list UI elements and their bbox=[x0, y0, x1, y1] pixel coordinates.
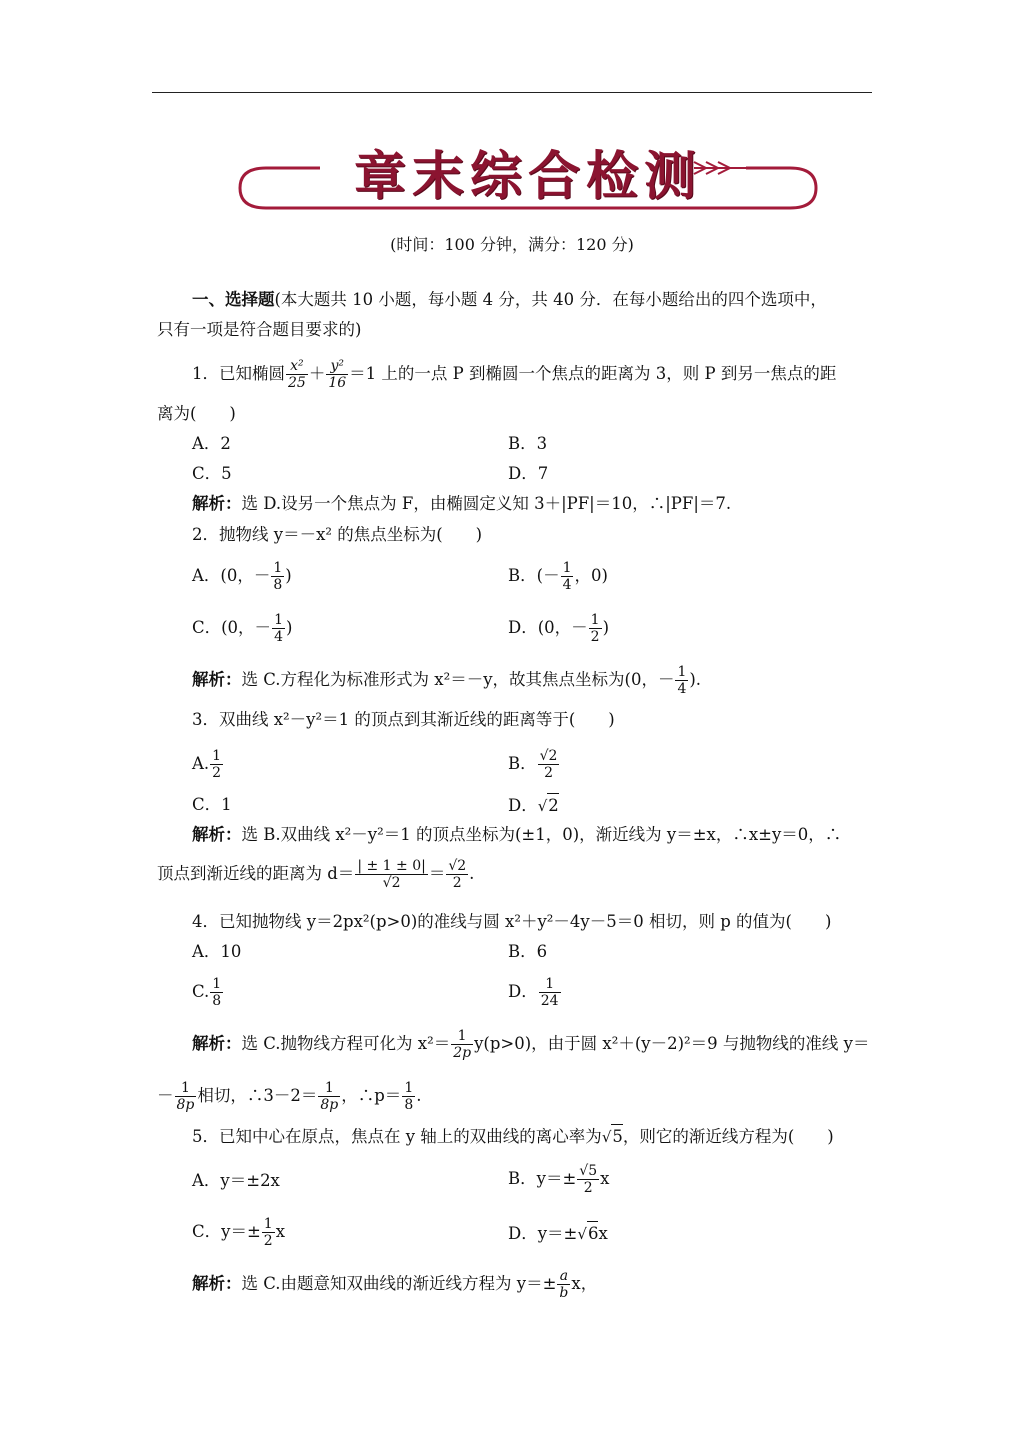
q5-solution-post: x， bbox=[571, 1274, 598, 1293]
q4-stem: 4．已知抛物线 y＝2px²(p>0)的准线与圆 x²＋y²－4y－5＝0 相切，则 p 的值为( ) bbox=[192, 912, 832, 931]
q4-sol-frac1 bbox=[451, 1028, 473, 1061]
q5-solution-frac bbox=[557, 1268, 570, 1301]
q5-b-post: x bbox=[600, 1169, 610, 1188]
q4-sol-f2-num: 1 bbox=[175, 1080, 197, 1097]
q2-a-pre: A．(0，－ bbox=[192, 566, 271, 585]
q1-solution bbox=[192, 492, 731, 516]
q3-sol-frac1 bbox=[355, 858, 428, 891]
q5-solution-pre: 选 C.由题意知双曲线的渐近线方程为 y＝± bbox=[241, 1274, 557, 1293]
q1-frac-y-num: y² bbox=[326, 358, 348, 375]
q3-sol-den2: 2 bbox=[452, 875, 462, 891]
top-rule bbox=[152, 92, 872, 93]
q2-option-b bbox=[508, 560, 608, 593]
q4-sol-f1-num: 1 bbox=[451, 1028, 473, 1045]
q1-option-d: D．7 bbox=[508, 464, 549, 483]
q2-a-post: ) bbox=[285, 566, 292, 585]
section-intro-line2: 只有一项是符合题目要求的) bbox=[157, 320, 362, 339]
q3-a-num: 1 bbox=[212, 748, 222, 764]
q2-solution bbox=[192, 664, 701, 697]
q2-option-c bbox=[192, 612, 292, 645]
q3-a-frac bbox=[210, 748, 223, 781]
q3-option-c: C．1 bbox=[192, 795, 232, 814]
q4-d-frac bbox=[539, 976, 561, 1009]
q2-a-num: 1 bbox=[273, 560, 283, 576]
q3-d-pre: D． bbox=[508, 796, 538, 815]
q4-sol-f4-den: 8 bbox=[404, 1097, 414, 1113]
q1-stem-end: 离为( ) bbox=[157, 404, 236, 423]
q3-a-den: 2 bbox=[212, 765, 222, 781]
q1-frac-x bbox=[286, 358, 308, 391]
q5-c-num: 1 bbox=[263, 1216, 273, 1232]
q5-sol-num: a bbox=[557, 1268, 570, 1285]
q4-sol-f1-den: 2p bbox=[453, 1045, 472, 1061]
q5-option-b bbox=[508, 1163, 609, 1196]
q4-sol-line1-post: y(p>0)，由于圆 x²＋(y－2)²＝9 与抛物线的准线 y＝ bbox=[474, 1034, 870, 1053]
q3-solution bbox=[192, 823, 841, 847]
q2-solution-pre: 选 C.方程化为标准形式为 x²＝－y，故其焦点坐标为(0，－ bbox=[241, 670, 675, 689]
q5-option-d bbox=[508, 1221, 608, 1246]
q2-b-den: 4 bbox=[562, 577, 572, 593]
q4-sol-line2-mid2: ，∴p＝ bbox=[341, 1086, 402, 1105]
q4-option-b: B．6 bbox=[508, 942, 548, 961]
q3-sol-num: | ± 1 ± 0| bbox=[357, 858, 426, 874]
q5-stem-radicand: 5 bbox=[611, 1124, 623, 1149]
q2-d-den: 2 bbox=[590, 629, 600, 645]
q4-sol-line2-mid: 相切，∴3－2＝ bbox=[197, 1086, 318, 1105]
q4-c-num: 1 bbox=[212, 976, 222, 992]
q4-solution bbox=[192, 1028, 869, 1061]
q5-b-pre: B．y＝± bbox=[508, 1169, 577, 1188]
q4-sol-f3-den: 8p bbox=[320, 1097, 339, 1113]
q4-sol-f2-den: 8p bbox=[176, 1097, 195, 1113]
q5-stem-pre: 5．已知中心在原点，焦点在 y 轴上的双曲线的离心率为 bbox=[192, 1127, 602, 1146]
q2-option-d bbox=[508, 612, 609, 645]
q4-sol-frac2 bbox=[175, 1080, 197, 1113]
q5-b-frac bbox=[577, 1163, 599, 1196]
q3-b-num: √2 bbox=[539, 748, 558, 764]
sqrt-icon: √ bbox=[601, 1128, 612, 1146]
q2-b-frac bbox=[561, 560, 574, 593]
q2-stem: 2．抛物线 y＝－x² 的焦点坐标为( ) bbox=[192, 525, 483, 544]
q4-d-num: 1 bbox=[539, 976, 561, 993]
q4-d-pre: D． bbox=[508, 982, 538, 1001]
q2-b-num: 1 bbox=[562, 560, 572, 576]
q5-b-num: √5 bbox=[579, 1163, 598, 1179]
q3-stem: 3．双曲线 x²－y²＝1 的顶点到其渐近线的距离等于( ) bbox=[192, 710, 615, 729]
q5-solution bbox=[192, 1268, 597, 1301]
q2-solution-post: ). bbox=[689, 670, 702, 689]
q4-c-den: 8 bbox=[212, 993, 222, 1009]
q1-frac-x-num: x² bbox=[286, 358, 308, 375]
section-intro-line1: (本大题共 10 小题，每小题 4 分，共 40 分．在每小题给出的四个选项中， bbox=[274, 290, 827, 309]
q5-option-c bbox=[192, 1216, 285, 1249]
q2-b-pre: B．(－ bbox=[508, 566, 560, 585]
q1-solution-label: 解析： bbox=[192, 494, 242, 513]
section-intro bbox=[192, 288, 827, 312]
q1-option-a: A．2 bbox=[192, 434, 231, 453]
q2-a-frac bbox=[271, 560, 284, 593]
q4-c-frac bbox=[210, 976, 223, 1009]
q4-sol-f3-num: 1 bbox=[318, 1080, 340, 1097]
q1-frac-y-den: 16 bbox=[328, 375, 347, 391]
q2-c-post: ) bbox=[285, 618, 293, 637]
q5-stem bbox=[192, 1124, 834, 1149]
q5-d-pre: D．y＝± bbox=[508, 1224, 578, 1243]
q4-solution-line2 bbox=[157, 1080, 421, 1113]
q5-c-pre: C．y＝± bbox=[192, 1222, 261, 1241]
q3-solution-line2 bbox=[157, 858, 474, 891]
sqrt-icon: √ bbox=[537, 797, 548, 815]
q4-option-a: A．10 bbox=[192, 942, 242, 961]
q2-d-num: 1 bbox=[590, 612, 600, 628]
q3-d-radicand: 2 bbox=[547, 793, 559, 818]
q5-solution-label: 解析： bbox=[192, 1274, 242, 1293]
q3-solution-line1: 选 B.双曲线 x²－y²＝1 的顶点坐标为(±1，0)，渐近线为 y＝±x，∴x±y＝0，∴ bbox=[241, 825, 842, 844]
q5-stem-post: ，则它的渐近线方程为( ) bbox=[622, 1127, 834, 1146]
q1-plus: ＋ bbox=[308, 364, 326, 383]
q3-solution-label: 解析： bbox=[192, 825, 242, 844]
q2-c-num: 1 bbox=[274, 612, 283, 628]
q5-c-frac bbox=[262, 1216, 275, 1249]
q4-sol-frac3 bbox=[318, 1080, 340, 1113]
q2-a-den: 8 bbox=[273, 577, 283, 593]
q4-solution-label: 解析： bbox=[192, 1034, 242, 1053]
q3-sol-num2: √2 bbox=[448, 858, 467, 874]
q3-sol-den: √2 bbox=[382, 875, 401, 891]
q3-sol-frac2 bbox=[446, 858, 468, 891]
q5-sol-den: b bbox=[559, 1285, 569, 1301]
q4-d-den: 24 bbox=[540, 993, 559, 1009]
chapter-title: 章末综合检测 bbox=[353, 147, 702, 207]
q2-d-frac bbox=[589, 612, 602, 645]
q5-option-a: A．y＝±2x bbox=[192, 1171, 280, 1190]
q4-sol-frac4 bbox=[402, 1080, 415, 1113]
q3-a-pre: A. bbox=[192, 754, 210, 773]
q1-frac-x-den: 25 bbox=[288, 375, 306, 391]
q3-b-pre: B． bbox=[508, 754, 537, 773]
q2-c-pre: C．(0，－ bbox=[192, 618, 272, 637]
q3-sol-eq: ＝ bbox=[428, 864, 446, 883]
q1-solution-text: 选 D.设另一个焦点为 F，由椭圆定义知 3＋|PF|＝10，∴|PF|＝7. bbox=[241, 494, 732, 513]
q3-sol-line2-pre: 顶点到渐近线的距离为 d＝ bbox=[157, 864, 355, 883]
q4-sol-line2-pre: － bbox=[157, 1086, 174, 1105]
q2-option-a bbox=[192, 560, 292, 593]
q4-c-pre: C. bbox=[192, 982, 210, 1001]
q4-option-c bbox=[192, 976, 224, 1009]
q3-option-b bbox=[508, 748, 560, 781]
q5-c-post: x bbox=[275, 1222, 286, 1241]
q4-sol-line2-post: . bbox=[416, 1086, 422, 1105]
chapter-banner bbox=[236, 128, 820, 220]
q2-sol-num: 1 bbox=[677, 664, 687, 680]
q4-option-d bbox=[508, 976, 562, 1009]
q5-c-den: 2 bbox=[263, 1233, 273, 1249]
q3-option-d bbox=[508, 793, 559, 818]
q2-solution-label: 解析： bbox=[192, 670, 242, 689]
q3-b-frac bbox=[538, 748, 560, 781]
q2-c-frac bbox=[272, 612, 285, 645]
section-heading: 一、选择题 bbox=[192, 290, 275, 309]
q5-b-den: 2 bbox=[583, 1180, 593, 1196]
q2-solution-frac bbox=[675, 664, 688, 697]
q3-b-den: 2 bbox=[544, 765, 554, 781]
q2-d-post: ) bbox=[602, 618, 610, 637]
time-score-note: (时间：100 分钟，满分：120 分) bbox=[390, 235, 634, 254]
q4-sol-line1-pre: 选 C.抛物线方程可化为 x²＝ bbox=[241, 1034, 451, 1053]
q3-option-a bbox=[192, 748, 224, 781]
q5-d-radicand: 6 bbox=[587, 1221, 599, 1246]
q2-c-den: 4 bbox=[274, 629, 283, 645]
q1-stem-mid: ＝1 上的一点 P 到椭圆一个焦点的距离为 3，则 P 到另一焦点的距 bbox=[349, 364, 837, 383]
q1-frac-y bbox=[326, 358, 348, 391]
sqrt-icon: √ bbox=[577, 1225, 587, 1243]
q2-d-pre: D．(0，－ bbox=[508, 618, 588, 637]
q1-option-c: C．5 bbox=[192, 464, 232, 483]
q1-stem-pre: 1．已知椭圆 bbox=[192, 364, 285, 383]
q5-d-post: x bbox=[598, 1224, 608, 1243]
q2-sol-den: 4 bbox=[677, 681, 687, 697]
q3-sol-post: . bbox=[469, 864, 475, 883]
q1-option-b: B．3 bbox=[508, 434, 548, 453]
q4-sol-f4-num: 1 bbox=[404, 1080, 414, 1096]
q1-stem bbox=[192, 358, 836, 391]
q2-b-post: ，0) bbox=[574, 566, 608, 585]
